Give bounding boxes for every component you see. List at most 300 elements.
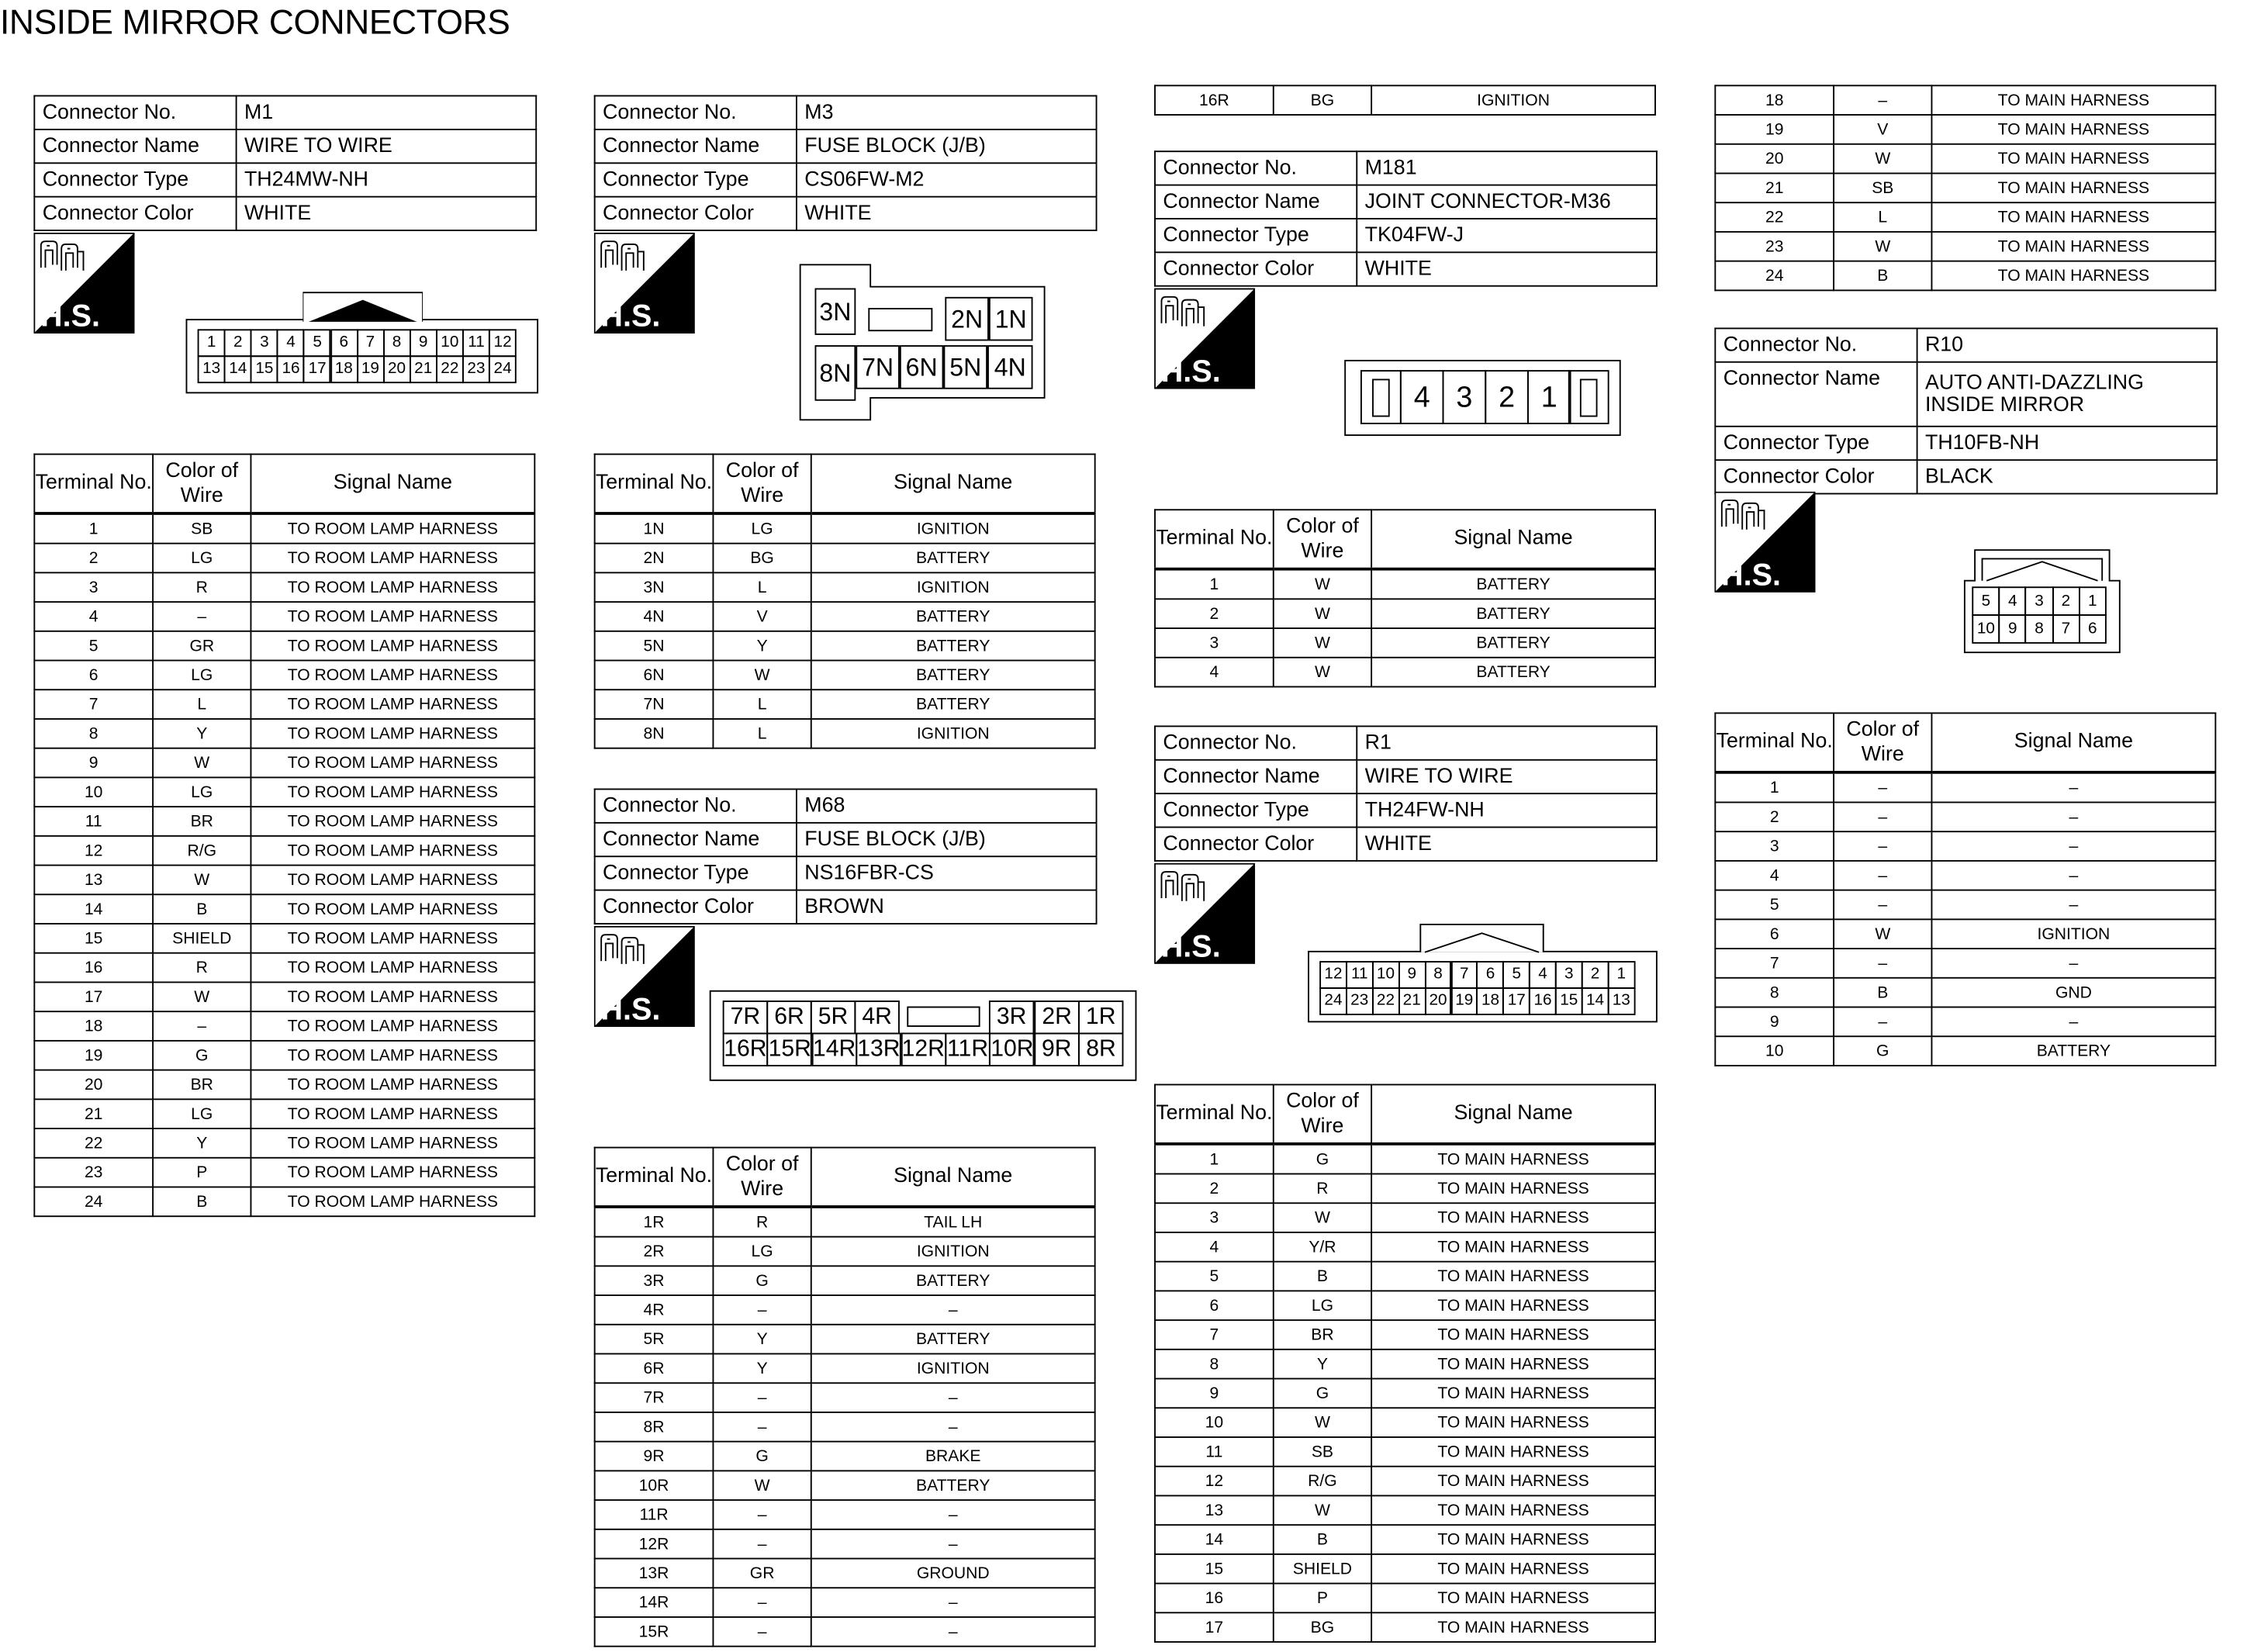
signal-name: TO MAIN HARNESS [1371,1437,1655,1467]
terminal-table-m68-continued [1154,85,1656,116]
terminal-pin: 4 [1400,370,1444,424]
table-row [34,661,534,690]
terminal-pin: 24 [1319,987,1347,1015]
terminal-no: 6N [595,661,714,690]
table-row [1155,1612,1655,1642]
terminal-no: 1 [1155,569,1274,600]
signal-name: TO MAIN HARNESS [1371,1144,1655,1174]
terminal-no: 13 [1155,1495,1274,1525]
terminal-no: 7R [595,1383,714,1412]
terminal-pin: 10 [1972,614,2000,644]
terminal-pin: 1 [1527,370,1571,424]
signal-name: BATTERY [811,1471,1095,1500]
connector-info-r1 [1154,725,1658,861]
terminal-pin: 6N [900,345,944,389]
terminal-no: 7 [1155,1320,1274,1350]
wire-color: W [1274,628,1371,658]
signal-name: – [811,1529,1095,1559]
connector-color-value: BROWN [797,890,1097,924]
terminal-no: 11 [34,807,153,836]
connector-latch [1419,923,1544,954]
terminal-pin: 6 [330,329,358,357]
terminal-no: 2 [1715,802,1834,831]
wire-color: LG [1274,1291,1371,1320]
wire-color: Y [713,1353,811,1383]
terminal-pin: 8 [383,329,411,357]
terminal-pin: 3R [989,1001,1034,1034]
header-color-of-wire: Color of Wire [153,454,251,513]
hs-symbol [594,926,695,1027]
terminal-pin: 4R [854,1001,899,1034]
table-row [595,1617,1095,1647]
wire-color: R [1274,1174,1371,1204]
connector-key [907,1007,980,1027]
table-row [1155,1495,1655,1525]
terminal-no: 8R [595,1412,714,1442]
terminal-no: 15R [595,1617,714,1647]
terminal-pin: 15R [767,1033,812,1066]
signal-name: BATTERY [1931,1036,2215,1066]
connector-name-value: JOINT CONNECTOR-M36 [1357,185,1657,219]
hs-label: H.S. [600,299,661,334]
terminal-no: 18 [34,1011,153,1041]
wire-color: R/G [153,836,251,866]
connector-color-value: WHITE [1357,252,1657,285]
table-row [595,689,1095,719]
terminal-pin: 11 [1346,961,1374,989]
terminal-pin: 1 [2079,586,2107,616]
terminal-pin: 9 [410,329,437,357]
wire-color: W [1834,232,1931,261]
wire-color: W [1274,1203,1371,1232]
signal-name: GND [1931,978,2215,1007]
connector-color-value: WHITE [797,197,1097,230]
wire-color: V [713,602,811,631]
wire-color: – [1834,85,1931,115]
terminal-pin: 19 [1450,987,1478,1015]
signal-name: BATTERY [811,661,1095,690]
terminal-no: 15 [34,924,153,953]
table-row [34,1158,534,1187]
table-row [34,777,534,807]
wire-color: – [713,1383,811,1412]
terminal-no: 1 [1155,1144,1274,1174]
wire-color: B [1834,978,1931,1007]
wire-color: L [713,572,811,602]
table-row [595,661,1095,690]
terminal-pin: 13 [1608,987,1636,1015]
terminal-no: 4 [1715,861,1834,890]
label-connector-type: Connector Type [1155,793,1357,827]
terminal-table-r10 [1714,712,2216,1066]
table-row [595,1295,1095,1325]
table-row [34,953,534,983]
terminal-pin: 17 [1502,987,1530,1015]
signal-name: TO MAIN HARNESS [1371,1350,1655,1379]
table-row [595,1412,1095,1442]
terminal-pin: 12 [1319,961,1347,989]
signal-name: TO MAIN HARNESS [1371,1467,1655,1496]
signal-name: TO ROOM LAMP HARNESS [251,836,534,866]
wire-color: LG [153,661,251,690]
label-connector-name: Connector Name [1155,185,1357,219]
terminal-table-r1-continued [1714,85,2216,291]
connector-face-r10 [1972,586,2112,645]
label-connector-no: Connector No. [1155,726,1357,759]
signal-name: BATTERY [811,602,1095,631]
terminal-pin: 1 [1608,961,1636,989]
wire-color: R/G [1274,1467,1371,1496]
wire-color: W [1274,658,1371,687]
wire-color: P [1274,1584,1371,1613]
wire-color: Y [713,1325,811,1354]
wire-color: BR [1274,1320,1371,1350]
wire-color: GR [153,631,251,661]
header-terminal-no: Terminal No. [34,454,153,513]
wire-color: SB [153,513,251,544]
header-color-of-wire: Color of Wire [1274,1084,1371,1143]
table-row [34,894,534,924]
signal-name: TO ROOM LAMP HARNESS [251,513,534,544]
terminal-pin: 7 [1450,961,1478,989]
table-row [34,924,534,953]
terminal-no: 3N [595,572,714,602]
terminal-pin: 10 [1372,961,1400,989]
wire-color: – [713,1500,811,1529]
terminal-no: 11 [1155,1437,1274,1467]
terminal-no: 19 [1715,115,1834,144]
terminal-pin: 13 [198,355,226,383]
signal-name: BATTERY [811,1266,1095,1295]
table-row [34,1070,534,1100]
terminal-pin: 7 [2052,614,2079,644]
hs-symbol [1714,492,1815,593]
wire-color: G [1834,1036,1931,1066]
table-row [595,631,1095,661]
terminal-no: 3 [1715,831,1834,861]
table-row [1155,1291,1655,1320]
signal-name: IGNITION [811,1237,1095,1267]
table-row [1155,1437,1655,1467]
terminal-no: 8 [1715,978,1834,1007]
table-row [34,602,534,631]
header-color-of-wire: Color of Wire [1274,510,1371,569]
terminal-pin: 23 [462,355,490,383]
terminal-no: 23 [34,1158,153,1187]
wire-color: W [1274,1408,1371,1437]
terminal-pin: 8R [1078,1033,1123,1066]
terminal-pin: 5N [943,345,987,389]
terminal-no: 6 [34,661,153,690]
terminal-pin: 13R [856,1033,901,1066]
terminal-pin: 3N [815,289,856,335]
terminal-table-r1 [1154,1084,1656,1643]
terminal-no: 12 [34,836,153,866]
label-connector-no: Connector No. [1155,151,1357,185]
terminal-pin: 12 [489,329,517,357]
signal-name: IGNITION [811,719,1095,748]
terminal-pin: 1R [1078,1001,1123,1034]
signal-name: TO ROOM LAMP HARNESS [251,1158,534,1187]
signal-name: TO MAIN HARNESS [1371,1408,1655,1437]
connector-info-r10 [1714,327,2218,494]
terminal-pin: 21 [1398,987,1426,1015]
terminal-no: 9 [34,748,153,778]
terminal-no: 5 [1715,890,1834,920]
connector-info-m1 [33,95,537,231]
signal-name: TO MAIN HARNESS [1931,144,2215,174]
terminal-no: 2 [1155,599,1274,628]
terminal-pin: 16R [723,1033,768,1066]
terminal-pin: 16 [277,355,305,383]
connector-no-value: R10 [1917,328,2218,361]
table-row [1715,232,2215,261]
table-row [1715,144,2215,174]
terminal-pin: 8 [2025,614,2053,644]
wire-color: L [1834,202,1931,232]
table-row [595,572,1095,602]
hs-label: H.S. [1721,558,1782,593]
wire-color: – [1834,772,1931,803]
wire-color: R [713,1207,811,1237]
signal-name: TO MAIN HARNESS [1371,1232,1655,1262]
table-row [595,1471,1095,1500]
terminal-no: 24 [1715,261,1834,291]
terminal-pin: 20 [383,355,411,383]
terminal-pin: 18 [330,355,358,383]
terminal-no: 5R [595,1325,714,1354]
table-row [34,866,534,895]
wire-color: – [1834,802,1931,831]
terminal-pin: 23 [1346,987,1374,1015]
wire-color: – [713,1617,811,1647]
terminal-no: 1 [1715,772,1834,803]
signal-name: TO MAIN HARNESS [1931,85,2215,115]
signal-name: – [811,1500,1095,1529]
signal-name: TO ROOM LAMP HARNESS [251,866,534,895]
label-connector-color: Connector Color [1155,828,1357,861]
wire-color: G [1274,1144,1371,1174]
terminal-no: 22 [1715,202,1834,232]
signal-name: TO MAIN HARNESS [1371,1554,1655,1584]
table-row [1155,628,1655,658]
wire-color: BG [713,544,811,573]
terminal-no: 9R [595,1442,714,1471]
table-row [595,719,1095,748]
terminal-table-m181 [1154,509,1656,687]
table-row [34,836,534,866]
signal-name: IGNITION [1371,85,1655,115]
hs-symbol [1154,289,1255,389]
connector-no-value: R1 [1357,726,1657,759]
terminal-pin: 5 [303,329,331,357]
header-terminal-no: Terminal No. [1715,713,1834,772]
signal-name: IGNITION [811,1353,1095,1383]
hs-symbol [594,233,695,334]
terminal-no: 14 [34,894,153,924]
signal-name: TO MAIN HARNESS [1371,1379,1655,1408]
terminal-no: 5N [595,631,714,661]
table-row [595,544,1095,573]
table-row [1715,861,2215,890]
label-connector-color: Connector Color [34,197,236,230]
terminal-pin: 2 [1485,370,1529,424]
connector-name-value: AUTO ANTI-DAZZLING INSIDE MIRROR [1917,362,2218,427]
hs-label: H.S. [1160,929,1221,964]
table-row [1155,1584,1655,1613]
table-row [34,631,534,661]
terminal-pin: 1 [198,329,226,357]
wire-color: Y [1274,1350,1371,1379]
label-connector-type: Connector Type [595,163,797,196]
terminal-no: 9 [1715,1007,1834,1037]
hs-label: H.S. [600,992,661,1027]
hs-label: H.S. [1160,354,1221,389]
terminal-pin: 9 [1999,614,2027,644]
terminal-pin: 7 [356,329,384,357]
header-terminal-no: Terminal No. [595,1148,714,1207]
signal-name: TO ROOM LAMP HARNESS [251,572,534,602]
table-row [595,1529,1095,1559]
wire-color: – [1834,861,1931,890]
wire-color: R [153,953,251,983]
wire-color: – [153,1011,251,1041]
table-row [1715,831,2215,861]
terminal-pin: 9 [1398,961,1426,989]
table-row [1715,890,2215,920]
terminal-pin: 17 [303,355,331,383]
terminal-no: 7N [595,689,714,719]
wire-color: W [1834,919,1931,949]
terminal-pin: 2 [1582,961,1609,989]
wire-color: B [153,1187,251,1216]
terminal-no: 1R [595,1207,714,1237]
table-row [595,1559,1095,1588]
signal-name: TO ROOM LAMP HARNESS [251,631,534,661]
table-row [34,689,534,719]
terminal-no: 2R [595,1237,714,1267]
signal-name: TO ROOM LAMP HARNESS [251,602,534,631]
signal-name: TAIL LH [811,1207,1095,1237]
signal-name: – [1931,890,2215,920]
label-connector-color: Connector Color [1155,252,1357,285]
terminal-pin: 4N [987,345,1032,389]
signal-name: – [1931,1007,2215,1037]
wire-color: BR [153,1070,251,1100]
table-row [1715,919,2215,949]
terminal-pin: 15 [1555,987,1583,1015]
signal-name: TO MAIN HARNESS [1371,1612,1655,1642]
connector-no-value: M68 [797,789,1097,822]
signal-name: TO ROOM LAMP HARNESS [251,1011,534,1041]
wire-color: Y [153,1128,251,1158]
signal-name: – [1931,802,2215,831]
terminal-no: 7 [1715,949,1834,978]
connector-type-value: TK04FW-J [1357,219,1657,252]
wire-color: W [1274,1495,1371,1525]
signal-name: TO MAIN HARNESS [1931,202,2215,232]
terminal-no: 4 [34,602,153,631]
signal-name: TO MAIN HARNESS [1371,1174,1655,1204]
wire-color: – [1834,831,1931,861]
wire-color: LG [153,1099,251,1128]
signal-name: TO MAIN HARNESS [1931,261,2215,291]
table-row [34,719,534,748]
table-row [34,982,534,1011]
hs-symbol [1154,863,1255,964]
table-row [1155,1320,1655,1350]
signal-name: BATTERY [1371,658,1655,687]
wire-color: L [713,689,811,719]
wire-color: GR [713,1559,811,1588]
terminal-no: 12 [1155,1467,1274,1496]
connector-name-value: WIRE TO WIRE [1357,760,1657,793]
terminal-pin: 4 [1529,961,1557,989]
terminal-no: 22 [34,1128,153,1158]
terminal-no: 10 [1715,1036,1834,1066]
terminal-no: 3 [34,572,153,602]
table-row [34,572,534,602]
wire-color: G [153,1041,251,1070]
table-row [595,513,1095,544]
table-row [595,1442,1095,1471]
terminal-pin: 9R [1034,1033,1079,1066]
table-row [1715,202,2215,232]
terminal-pin: 14 [1582,987,1609,1015]
wire-color: W [153,982,251,1011]
header-color-of-wire: Color of Wire [1834,713,1931,772]
wire-color: – [713,1588,811,1617]
terminal-pin: 22 [1372,987,1400,1015]
header-signal-name: Signal Name [1931,713,2215,772]
wire-color: LG [153,544,251,573]
terminal-no: 6R [595,1353,714,1383]
table-row [1155,658,1655,687]
terminal-no: 15 [1155,1554,1274,1584]
terminal-no: 3 [1155,1203,1274,1232]
terminal-no: 3R [595,1266,714,1295]
terminal-no: 10R [595,1471,714,1500]
signal-name: TO ROOM LAMP HARNESS [251,953,534,983]
signal-name: TO MAIN HARNESS [1931,115,2215,144]
terminal-no: 18 [1715,85,1834,115]
wire-color: B [153,894,251,924]
signal-name: BATTERY [1371,628,1655,658]
label-connector-name: Connector Name [34,130,236,163]
wire-color: Y/R [1274,1232,1371,1262]
signal-name: TO ROOM LAMP HARNESS [251,1041,534,1070]
signal-name: TO ROOM LAMP HARNESS [251,982,534,1011]
terminal-no: 16 [34,953,153,983]
connector-latch [303,291,423,323]
table-row [1155,1379,1655,1408]
terminal-table-m1 [33,454,535,1217]
table-row [34,748,534,778]
table-row [34,807,534,836]
label-connector-name: Connector Name [595,823,797,856]
terminal-pin: 7R [723,1001,768,1034]
wire-color: SHIELD [153,924,251,953]
table-row [1155,1262,1655,1291]
table-row [1715,949,2215,978]
table-row [1715,261,2215,291]
wire-color: G [713,1266,811,1295]
table-row [34,1011,534,1041]
wire-color: G [713,1442,811,1471]
wire-color: R [153,572,251,602]
table-row [1155,1525,1655,1554]
label-connector-no: Connector No. [34,96,236,130]
